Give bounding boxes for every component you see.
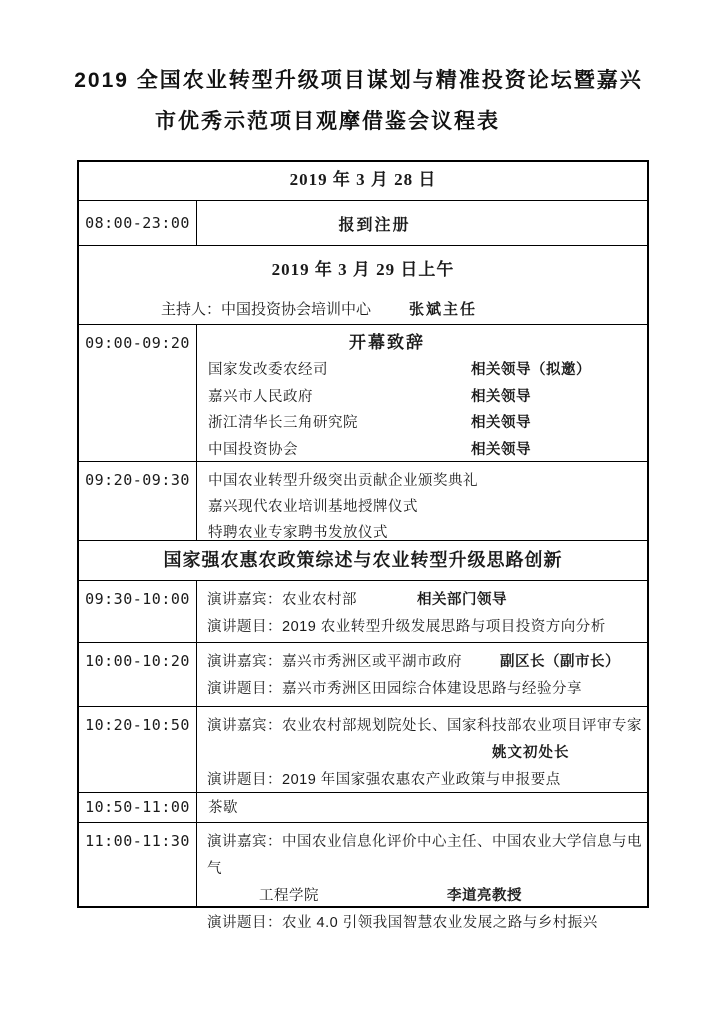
opening-time: 09:00-09:20: [79, 325, 197, 461]
session-content: [197, 823, 647, 931]
session-guest-line: [207, 649, 647, 676]
section-header-row: [79, 540, 647, 580]
speaker-leader: 相关领导: [471, 415, 531, 431]
opening-row: [79, 324, 647, 461]
session-row: [79, 706, 647, 792]
document-title-line1: 2019 全国农业转型升级项目谋划与精准投资论坛暨嘉兴: [74, 69, 643, 92]
speaker-org: 国家发改委农经司: [208, 362, 328, 378]
ceremony-item: 特聘农业专家聘书发放仪式: [208, 525, 388, 541]
session-guest: 演讲嘉宾：嘉兴市秀洲区或平湖市政府: [207, 654, 462, 670]
host-label: 主持人：中国投资协会培训中心: [161, 301, 372, 318]
document-title-line2: 市优秀示范项目观摩借鉴会议程表: [155, 110, 500, 133]
ceremony-row: [79, 461, 647, 540]
registration-row: [79, 200, 647, 245]
agenda-table: [77, 160, 649, 931]
session-time: 11:00-11:30: [79, 823, 197, 906]
session-guest-title: 相关部门领导: [417, 592, 507, 608]
day1-date-header: [79, 162, 647, 200]
speaker-leader: 相关领导: [471, 388, 531, 405]
opening-speaker-item: [197, 437, 647, 464]
document-title: [0, 0, 717, 142]
tea-break-activity: 茶歇: [208, 800, 238, 816]
session-row: [79, 822, 647, 931]
opening-speaker-item: [197, 384, 647, 411]
opening-speaker-item: [197, 357, 647, 384]
session-content: [197, 581, 647, 642]
ceremony-time: 09:20-09:30: [79, 462, 197, 540]
registration-activity: 报到注册: [338, 216, 411, 234]
session-row: [79, 580, 647, 642]
host-name: 张斌主任: [409, 301, 478, 318]
speaker-org: 浙江清华长三角研究院: [208, 415, 358, 431]
session-time: 09:30-10:00: [79, 581, 197, 642]
session-guest-name: 李道亮教授: [447, 888, 522, 904]
ceremony-content: [197, 462, 647, 540]
session-guest-title: 副区长（副市长）: [500, 654, 620, 670]
tea-break-time: 10:50-11:00: [79, 793, 197, 822]
session-topic: 演讲题目：农业 4.0 引领我国智慧农业发展之路与乡村振兴: [207, 915, 598, 931]
session-guest-org: 工程学院: [259, 888, 319, 904]
speaker-leader: 相关领导: [471, 441, 531, 458]
opening-heading: 开幕致辞: [349, 333, 425, 352]
session-content: [197, 707, 647, 792]
session-guest: 演讲嘉宾：农业农村部: [207, 592, 357, 608]
session-row: [79, 642, 647, 706]
opening-speaker-item: [197, 410, 647, 437]
section-header-text: 国家强农惠农政策综述与农业转型升级思路创新: [163, 550, 563, 570]
opening-content: [197, 325, 647, 461]
ceremony-item: 中国农业转型升级突出贡献企业颁奖典礼: [208, 473, 478, 489]
speaker-leader: 相关领导（拟邀）: [471, 362, 591, 378]
registration-time: 08:00-23:00: [79, 201, 197, 245]
day1-date-text: 2019 年 3 月 28 日: [289, 170, 437, 189]
session-content: [197, 643, 647, 706]
session-topic: 演讲题目：嘉兴市秀洲区田园综合体建设思路与经验分享: [207, 681, 582, 697]
host-line: [79, 298, 647, 319]
session-guest-line2: [207, 883, 647, 910]
tea-break-row: [79, 792, 647, 822]
day2-date-text: 2019 年 3 月 29 日上午: [271, 260, 455, 279]
session-guest-line1: 演讲嘉宾：中国农业信息化评价中心主任、中国农业大学信息与电气: [207, 834, 642, 877]
session-topic: 演讲题目：2019 年国家强农惠农产业政策与申报要点: [207, 772, 561, 788]
session-guest: 演讲嘉宾：农业农村部规划院处长、国家科技部农业项目评审专家: [207, 718, 642, 734]
session-guest-name: 姚文初处长: [492, 745, 570, 761]
ceremony-item: 嘉兴现代农业培训基地授牌仪式: [208, 499, 418, 515]
session-guest-line: [207, 587, 647, 614]
session-time: 10:20-10:50: [79, 707, 197, 792]
day2-date-header: [79, 245, 647, 324]
speaker-org: 中国投资协会: [208, 441, 298, 458]
session-time: 10:00-10:20: [79, 643, 197, 706]
session-topic: 演讲题目：2019 农业转型升级发展思路与项目投资方向分析: [207, 619, 606, 635]
speaker-org: 嘉兴市人民政府: [208, 388, 313, 405]
